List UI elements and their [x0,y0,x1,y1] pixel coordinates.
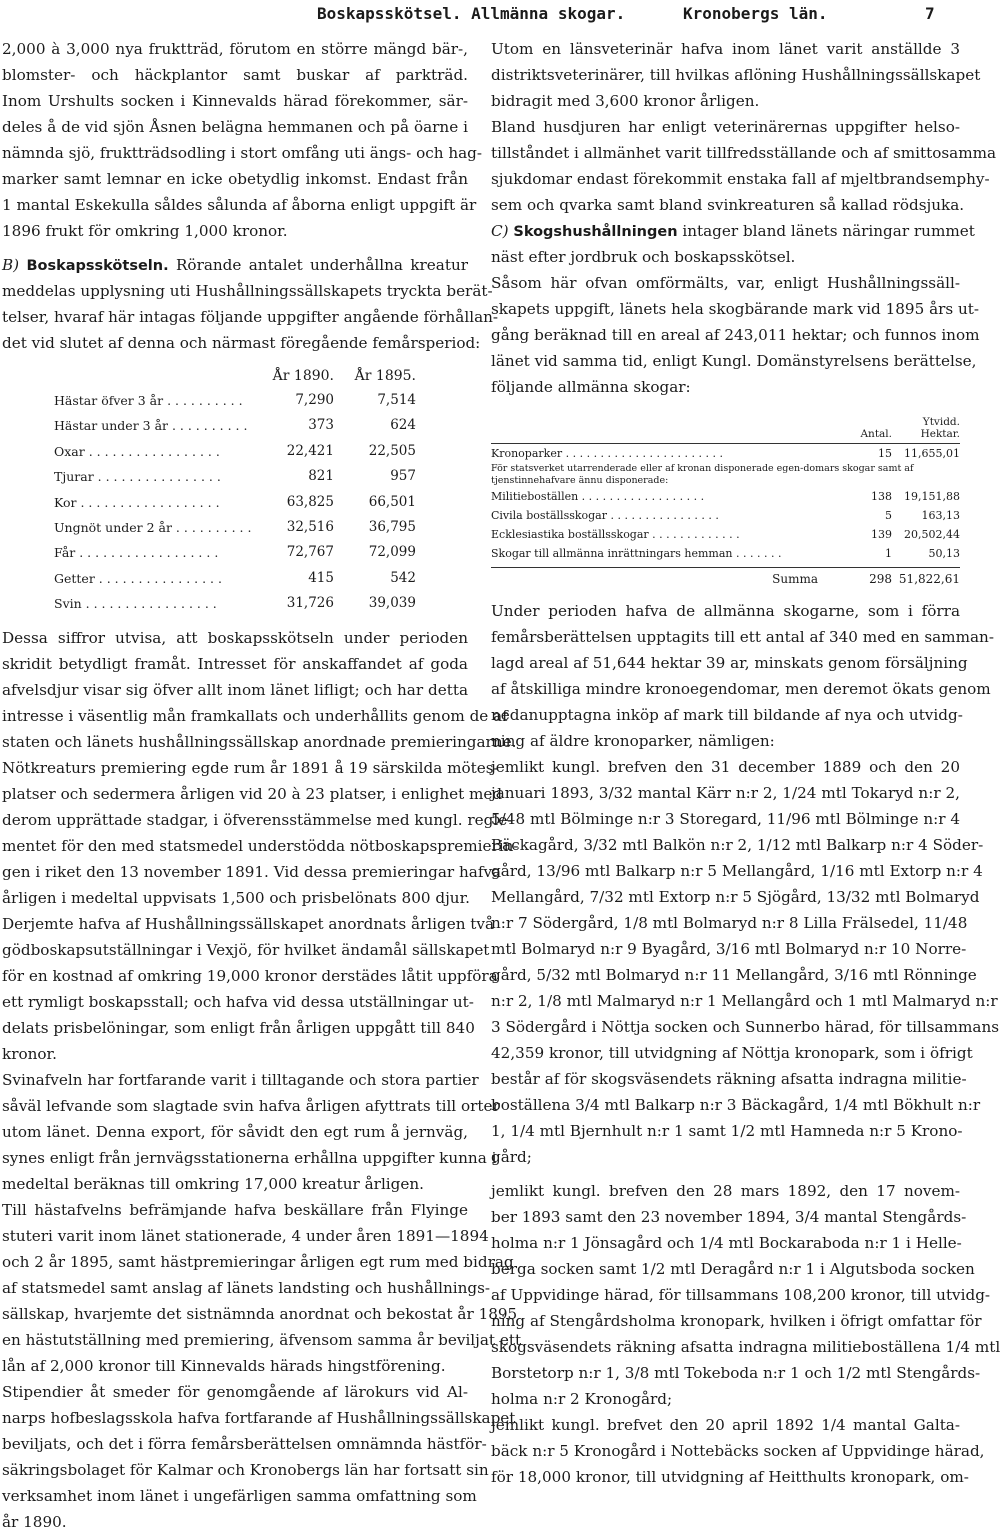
section-heading-skogshushallningen: Skogshushållningen [513,224,678,240]
col-ytvidd: Ytvidd. Hektar. [920,416,960,440]
paragraph-boskap-intro [2,278,499,356]
livestock-row [54,490,416,515]
forest-area: 163,13 [921,509,960,522]
text-line: af statsmedel samt anslag af länets landsting och hushållnings- [2,1278,491,1297]
section-letter-c: C) [491,222,509,240]
text-line: januari 1893, 3/32 mantal Kärr n:r 2, 1/24 mtl Tokaryd n:r 2, [491,784,960,802]
text-line: medeltal beräknas till omkring 17,000 kreatur årligen. [2,1174,424,1193]
livestock-value-1890: 821 [308,468,334,485]
text-line: Dessa siffror utvisa, att boskapsskötseln under perioden [2,628,468,647]
forest-count: 138 [871,490,892,503]
text-line: gång beräknad till en areal af 243,011 hektar; och funnos inom [491,326,980,344]
livestock-label: Getter . . . . . . . . . . . . . . . . [54,570,222,586]
skog-heading-line [491,218,975,244]
forest-label: Militieboställen . . . . . . . . . . . . . . . . . . [491,490,705,503]
livestock-label: Oxar . . . . . . . . . . . . . . . . . [54,443,220,459]
forest-count: 5 [885,509,892,522]
text-line: 3 Södergård i Nöttja socken och Sunnerbo härad, för tillsammans [491,1018,1000,1036]
livestock-row [54,566,416,591]
text-line: gård, 5/32 mtl Bolmaryd n:r 11 Mellangård, 3/16 mtl Rönninge [491,966,977,984]
text-line: Borstetorp n:r 1, 3/8 mtl Tokeboda n:r 1 och 1/2 mtl Stengårds- [491,1364,981,1382]
livestock-label: Tjurar . . . . . . . . . . . . . . . . [54,469,221,485]
text-line: Derjemte hafva af Hushållningssällskapet anordnats årligen två [2,914,495,933]
section-heading-boskapsskotseln: Boskapsskötseln. [26,258,169,274]
text-line: distriktsveterinärer, till hvilkas aflöning Hushållningssällskapet [491,66,981,84]
text-line: delats prisbelöningar, som enligt från årligen uppgått till 840 [2,1018,475,1037]
livestock-value-1890: 415 [308,569,334,586]
right-column [491,36,1000,1490]
livestock-value-1895: 66,501 [368,493,416,510]
text-line: Till hästafvelns befrämjande hafva beskällare från Flyinge [2,1200,468,1219]
livestock-row [54,413,416,438]
text-line: 1896 frukt för omkring 1,000 kronor. [2,222,288,240]
section-letter-b: B) [2,256,20,274]
paragraph-skogsmark [491,270,980,400]
text-line: jemlikt kungl. brefvet den 20 april 1892 1/4 mantal Galta- [491,1416,960,1434]
text-line: skapets uppgift, länets hela skogbärande mark vid 1895 års ut- [491,300,980,318]
livestock-value-1890: 63,825 [286,493,334,510]
livestock-value-1890: 72,767 [286,544,334,561]
text-line: gödboskapsutställningar i Vexjö, för hvilket ändamål sällskapet [2,940,490,959]
text-line: lagd areal af 51,644 hektar 39 ar, minskats genom försäljning [491,654,968,672]
text-line: och 2 år 1895, samt hästpremieringar årligen egt rum med bidrag [2,1252,514,1271]
livestock-label: Kor . . . . . . . . . . . . . . . . . . [54,494,220,510]
text-line: verksamhet inom länet i ungefärligen samma omfattning som [2,1486,477,1505]
text-line: det vid slutet af denna och närmast föregående femårsperiod: [2,334,481,352]
text-line: ett rymligt boskapsstall; och hafva vid dessa utställningar ut- [2,992,474,1011]
text-line: 5/48 mtl Bölminge n:r 3 Storegard, 11/96 mtl Bölminge n:r 4 [491,810,960,828]
text-line: narps hofbeslagsskola hafva fortfarande af Hushållningssällskapet [2,1408,516,1427]
livestock-value-1895: 7,514 [377,392,416,408]
header-section-title: Boskapsskötsel. Allmänna skogar. [317,4,626,23]
text-line: Under perioden hafva de allmänna skogarne, som i förra [491,602,960,620]
text-line: följande allmänna skogar: [491,378,691,396]
livestock-label: Ungnöt under 2 år . . . . . . . . . . [54,519,252,535]
livestock-value-1890: 373 [308,417,334,434]
forest-count: 15 [878,447,892,460]
livestock-value-1890: 22,421 [286,442,334,459]
text-line: en hästutställning med premiering, äfvensom samma år beviljat ett [2,1330,522,1349]
text-line: näst efter jordbruk och boskapsskötsel. [491,248,796,266]
text-line: holma n:r 2 Kronogård; [491,1390,673,1408]
forest-row [491,506,960,525]
forest-row [491,487,960,506]
livestock-row [54,540,416,565]
text-line: synes enligt från jernvägsstationerna erhållna uppgifter kunna i [2,1148,497,1167]
livestock-value-1890: 7,290 [295,392,334,408]
paragraph-hastafvel [2,1197,522,1379]
sum-label: Summa [772,572,818,586]
text-line: 1 mantal Eskekulla såldes sålunda af åborna enligt uppgift är [2,196,477,214]
text-line: Nötkreaturs premiering egde rum år 1891 å 19 särskilda mötes- [2,758,499,777]
forest-row [491,525,960,544]
heading-continuation: Rörande antalet underhållna kreatur [175,256,468,274]
sum-area: 51,822,61 [898,572,960,586]
paragraph-galtabeck [491,1412,985,1490]
forest-table-note: För statsverket utarrenderade eller af kronan disponerade egen-domars skogar samt af tjenstinnehafvare ännu disponerade: [491,463,914,486]
text-line: derom upprättade stadgar, i öfverensstämmelse med kungl. regle- [2,810,513,829]
text-line: platser och sedermera årligen vid 20 à 23 platser, i enlighet med [2,784,503,803]
forest-table [491,404,960,590]
livestock-value-1890: 32,516 [286,518,334,535]
livestock-label: Hästar under 3 år . . . . . . . . . . [54,418,248,434]
text-line: stuteri varit inom länet stationerade, 4 under åren 1891—1894 [2,1226,489,1245]
text-line: kronor. [2,1044,57,1063]
text-line: ber 1893 samt den 23 november 1894, 3/4 mantal Stengårds- [491,1208,967,1226]
text-line: år 1890. [2,1512,67,1531]
text-line: sem och qvarka samt bland svinkreaturen så kallad rödsjuka. [491,196,965,214]
livestock-row [54,388,416,413]
text-line: utom länet. Denna export, för såvidt den egt rum å jernväg, [2,1122,468,1141]
text-line: Stipendier åt smeder för genomgående af lärokurs vid Al- [2,1382,468,1401]
livestock-label: Får . . . . . . . . . . . . . . . . . . [54,545,219,561]
text-line: Utom en länsveterinär hafva inom länet varit anställde 3 [491,40,960,58]
paragraph-husdjur [491,114,997,218]
text-line: blomster- och häckplantor samt buskar af parkträd. [2,66,468,84]
text-line: intresse i väsentlig mån framkallats och underhållits genom de af [2,706,508,725]
paragraph-premiering [2,625,519,1067]
text-line: Inom Urshults socken i Kinnevalds härad förekommer, sär- [2,92,468,110]
livestock-value-1895: 36,795 [368,518,416,535]
text-line: sällskap, hvarjemte det sistnämnda anordnat och bekostat år 1895 [2,1304,518,1323]
heading-continuation: intager bland länets näringar rummet [682,222,975,240]
col-year-1890: År 1890. [272,368,334,384]
text-line: femårsberättelsen upptagits till ett antal af 340 med en samman- [491,628,994,646]
forest-label: Ecklesiastika boställsskogar . . . . . . . . . . . . . [491,528,740,541]
text-line: lån af 2,000 kronor till Kinnevalds härads hingstförening. [2,1356,446,1375]
livestock-table [54,364,416,617]
paragraph-veterinar [491,36,981,114]
text-line: Såsom här ofvan omförmälts, var, enligt Hushållningssäll- [491,274,960,292]
livestock-value-1895: 542 [390,569,416,586]
livestock-label: Hästar öfver 3 år . . . . . . . . . . [54,393,243,408]
text-line: Mellangård, 7/32 mtl Extorp n:r 5 Sjögård, 13/32 mtl Bolmaryd [491,888,980,906]
text-line: årligen i medeltal uppvisats 1,500 och prisbelönats 800 djur. [2,888,470,907]
text-line: boställena 3/4 mtl Balkarp n:r 3 Bäckagård, 1/4 mtl Bökhult n:r [491,1096,981,1114]
text-line: mentet för den med statsmedel understödda nötboskapspremierin- [2,836,519,855]
livestock-row [54,515,416,540]
text-line: består af för skogsväsendets räkning afsatta indragna militie- [491,1070,967,1088]
text-line: 42,359 kronor, till utvidgning af Nöttja kronopark, som i öfrigt [491,1044,973,1062]
paragraph-skog-cont [491,244,960,270]
forest-row [491,544,960,563]
text-line: n:r 7 Södergård, 1/8 mtl Bolmaryd n:r 8 Lilla Frälsedel, 11/48 [491,914,968,932]
boskap-heading-line [2,252,468,278]
text-line: gen i riket den 13 november 1891. Vid dessa premieringar hafva [2,862,502,881]
text-line: bäck n:r 5 Kronogård i Nottebäcks socken af Uppvidinge härad, [491,1442,985,1460]
text-line: n:r 2, 1/8 mtl Malmaryd n:r 1 Mellangård och 1 mtl Malmaryd n:r [491,992,998,1010]
sum-count: 298 [869,572,892,586]
text-line: gård, 13/96 mtl Balkarp n:r 5 Mellangård, 1/16 mtl Extorp n:r 4 [491,862,983,880]
running-header [0,4,960,30]
paragraph-stipendier [2,1379,516,1535]
forest-count: 1 [885,547,892,560]
text-line: ning af Stengårdsholma kronopark, hvilken i öfrigt omfattar för [491,1312,982,1330]
text-line: staten och länets hushållningssällskap anordnade premieringarne. [2,732,517,751]
livestock-value-1895: 624 [390,417,416,434]
livestock-row [54,464,416,489]
text-line: länet vid samma tid, enligt Kungl. Domänstyrelsens berättelse, [491,352,977,370]
forest-sum-row [491,567,960,590]
paragraph-kronoparker [491,598,994,754]
forest-row [491,444,960,463]
text-line: 2,000 à 3,000 nya fruktträd, förutom en större mängd bär-, [2,40,468,58]
livestock-value-1895: 22,505 [368,442,416,459]
forest-count: 139 [871,528,892,541]
text-line: såväl lefvande som slagtade svin hafva årligen afyttrats till orter [2,1096,500,1115]
text-line: säkringsbolaget för Kalmar och Kronobergs län har fortsatt sin [2,1460,489,1479]
text-line: bidragit med 3,600 kronor årligen. [491,92,760,110]
text-line: nämnda sjö, fruktträdsodling i stort omfång uti ängs- och hag- [2,144,483,162]
text-line: för 18,000 kronor, till utvidgning af Heitthults kronopark, om- [491,1468,969,1486]
forest-table-header [491,404,960,444]
text-line: gård; [491,1148,532,1166]
text-line: tillståndet i allmänhet varit tillfredsställande och af smittosamma [491,144,997,162]
text-line: afvelsdjur visar sig öfver allt inom länet lifligt; och har detta [2,680,468,699]
paragraph-stengardsholma [491,1178,1000,1412]
text-line: jemlikt kungl. brefven den 31 december 1889 och den 20 [491,758,960,776]
livestock-table-header [54,364,416,388]
text-line: holma n:r 1 Jönsagård och 1/4 mtl Bockaraboda n:r 1 i Helle- [491,1234,962,1252]
text-line: sjukdomar endast förekommit enstaka fall af mjeltbrandsemphy- [491,170,990,188]
header-county: Kronobergs län. [683,4,828,23]
livestock-value-1895: 72,099 [368,544,416,561]
forest-area: 20,502,44 [904,528,960,541]
text-line: mtl Bolmaryd n:r 9 Byagård, 3/16 mtl Bolmaryd n:r 10 Norre- [491,940,967,958]
forest-label: Civila boställsskogar . . . . . . . . . . . . . . . . [491,509,719,522]
livestock-row [54,439,416,464]
text-line: 1, 1/4 mtl Bjernhult n:r 1 samt 1/2 mtl Hamneda n:r 5 Krono- [491,1122,963,1140]
livestock-row [54,591,416,616]
paragraph-svinafvel [2,1067,500,1197]
text-line: för en kostnad af omkring 19,000 kronor derstädes låtit uppföra [2,966,498,985]
forest-label: Kronoparker . . . . . . . . . . . . . . . . . . . . . . . [491,447,723,460]
text-line: deles å de vid sjön Åsnen belägna hemmanen och på öarne i [2,118,468,136]
paragraph-nottja [491,754,1000,1170]
livestock-value-1895: 957 [390,468,416,485]
text-line: Bäckagård, 3/32 mtl Balkön n:r 2, 1/12 mtl Balkarp n:r 4 Söder- [491,836,984,854]
text-line: meddelas upplysning uti Hushållningssällskapets tryckta berät- [2,282,493,300]
col-year-1895: År 1895. [354,368,416,384]
text-line: skridit betydligt framåt. Intresset för anskaffandet af goda [2,654,468,673]
text-line: af åtskilliga mindre kronoegendomar, men deremot ökats genom [491,680,991,698]
forest-area: 19,151,88 [904,490,960,503]
col-antal: Antal. [860,428,892,440]
livestock-value-1895: 39,039 [368,595,416,612]
text-line: ning af äldre kronoparker, nämligen: [491,732,775,750]
text-line: telser, hvaraf här intagas följande uppgifter angående förhållan- [2,308,499,326]
livestock-label: Svin . . . . . . . . . . . . . . . . . [54,596,217,612]
text-line: berga socken samt 1/2 mtl Deragård n:r 1 i Algutsboda socken [491,1260,975,1278]
text-line: marker samt lemnar en icke obetydlig inkomst. Endast från [2,170,468,188]
forest-area: 50,13 [928,547,960,560]
text-line: beviljats, och det i förra femårsberättelsen omnämnda hästför- [2,1434,487,1453]
livestock-value-1890: 31,726 [286,595,334,612]
forest-label: Skogar till allmänna inrättningars hemman . . . . . . . [491,547,782,560]
text-line: Svinafveln har fortfarande varit i tilltagande och stora partier [2,1070,479,1089]
text-line: nedanupptagna inköp af mark till bildande af nya och utvidg- [491,706,963,724]
text-line: skogsväsendets räkning afsatta indragna militieboställena 1/4 mtl [491,1338,1000,1356]
forest-area: 11,655,01 [904,447,960,460]
text-line: Bland husdjuren har enligt veterinärernas uppgifter helso- [491,118,960,136]
paragraph-fruit [2,36,483,244]
text-line: jemlikt kungl. brefven den 28 mars 1892, den 17 novem- [491,1182,960,1200]
page-number: 7 [925,4,935,23]
text-line: af Uppvidinge härad, för tillsammans 108,200 kronor, till utvidg- [491,1286,991,1304]
